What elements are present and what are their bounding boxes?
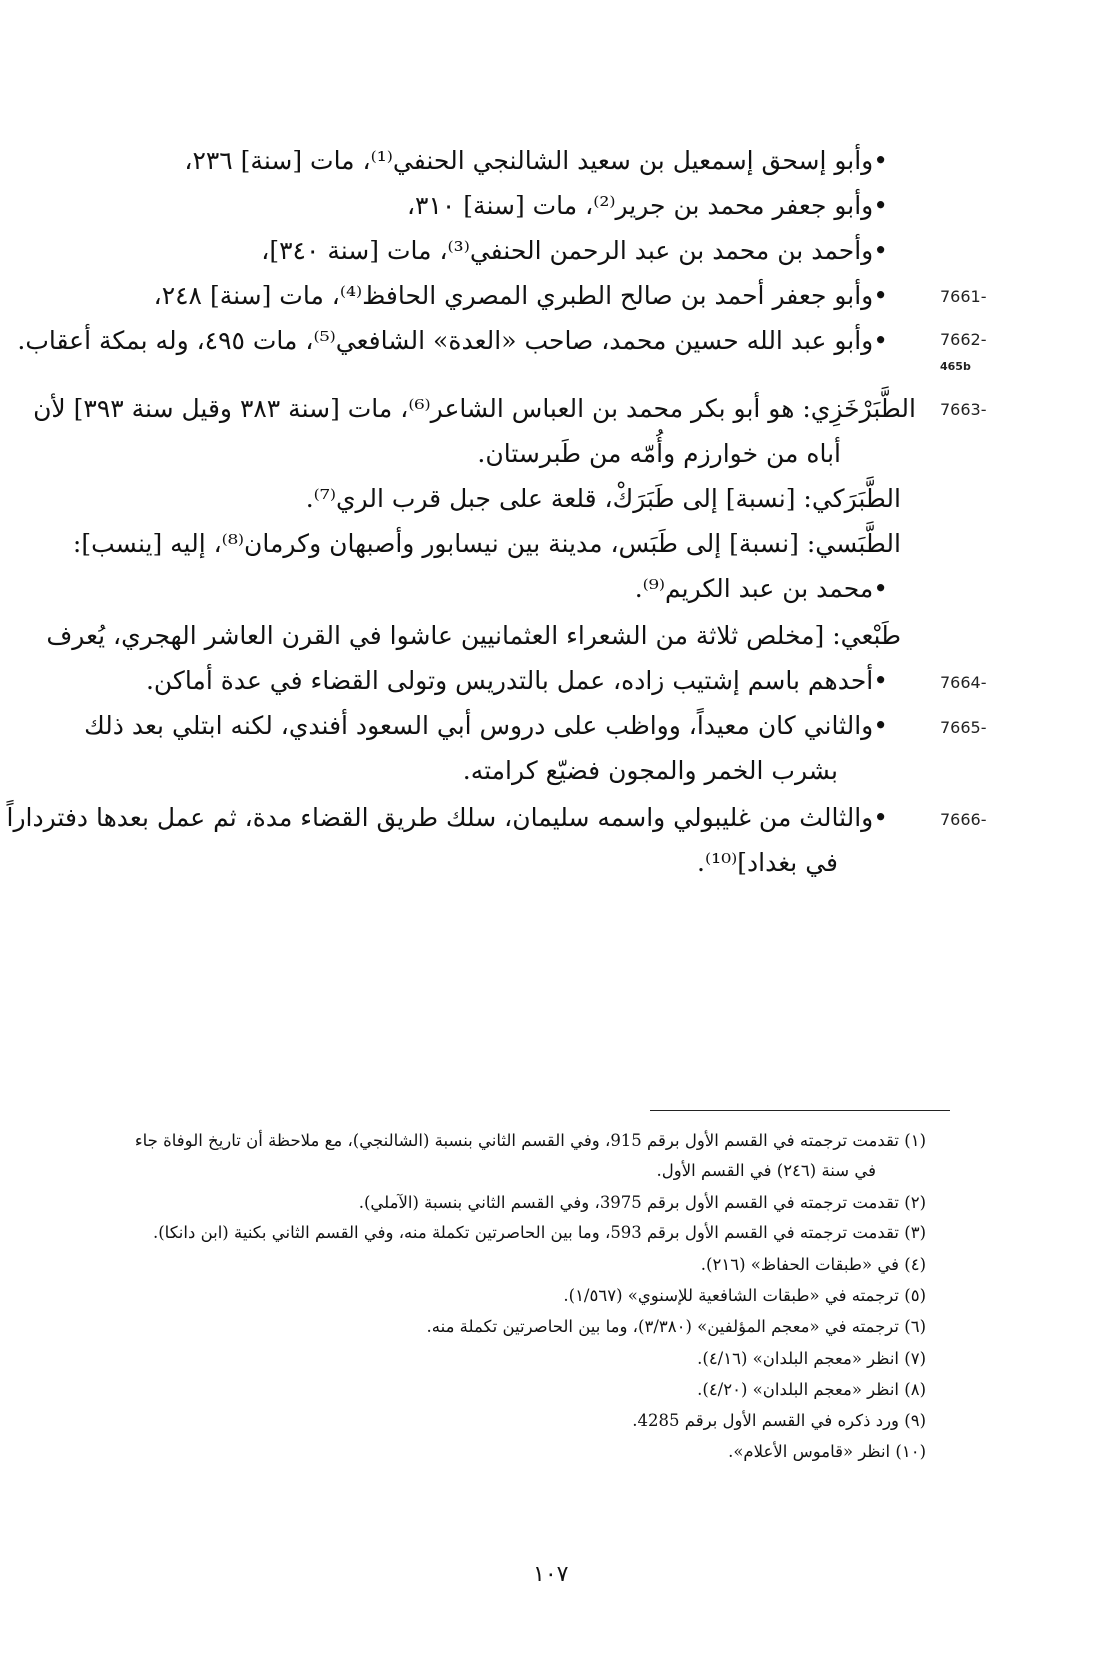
- entry-number: 7666-: [940, 810, 987, 829]
- entry-heading-line: الطَّبَرْخَزِي: هو أبو بكر محمد بن العباس الشاعر⁽⁶⁾، مات [سنة ٣٨٣ وقيل سنة ٣٩٣] لأن: [33, 394, 916, 423]
- entry-number: 7662-: [940, 330, 987, 349]
- entry-line: بشرب الخمر والمجون فضيّع كرامته.: [462, 756, 838, 785]
- entry-line: •وأبو عبد الله حسين محمد، صاحب «العدة» الشافعي⁽⁵⁾، مات ٤٩٥، وله بمكة أعقاب.: [17, 326, 888, 355]
- entry-line: •والثالث من غليبولي واسمه سليمان، سلك طريق القضاء مدة، ثم عمل بعدها دفترداراً: [6, 803, 888, 832]
- footnote: (٧) انظر «معجم البلدان» (٤/١٦).: [697, 1349, 926, 1368]
- entry-line: •وأحمد بن محمد بن عبد الرحمن الحنفي⁽³⁾، مات [سنة ٣٤٠]،: [261, 236, 888, 265]
- footnote: (٢) تقدمت ترجمته في القسم الأول برقم 3975، وفي القسم الثاني بنسبة (الآملي).: [358, 1193, 926, 1212]
- entry-heading-line: طَبْعي: [مخلص ثلاثة من الشعراء العثمانيين عاشوا في القرن العاشر الهجري، يُعرف: [46, 621, 901, 650]
- entry-line: •أحدهم باسم إشتيب زاده، عمل بالتدريس وتولى القضاء في عدة أماكن.: [145, 666, 888, 695]
- entry-line: أباه من خوارزم وأُمّه من طَبرستان.: [477, 439, 841, 468]
- footnote: (٤) في «طبقات الحفاظ» (٢١٦).: [700, 1255, 926, 1274]
- entry-number: 7665-: [940, 718, 987, 737]
- entry-line: •محمد بن عبد الكريم⁽⁹⁾.: [634, 574, 888, 603]
- footnote: (١) تقدمت ترجمته في القسم الأول برقم 915، وفي القسم الثاني بنسبة (الشالنجي)، مع ملاحظة أن تاريخ الوفاة جاء: [134, 1131, 926, 1150]
- entry-line: •والثاني كان معيداً، وواظب على دروس أبي السعود أفندي، لكنه ابتلي بعد ذلك: [84, 711, 888, 740]
- footnote: (٥) ترجمته في «طبقات الشافعية للإسنوي» (١/٥٦٧).: [563, 1286, 926, 1305]
- entry-line: في بغداد]⁽¹⁰⁾.: [697, 848, 838, 877]
- entry-line: •وأبو إسحق إسمعيل بن سعيد الشالنجي الحنفي⁽¹⁾، مات [سنة] ٢٣٦،: [184, 146, 888, 175]
- footnote: (٦) ترجمته في «معجم المؤلفين» (٣/٣٨٠)، وما بين الحاصرتين تكملة منه.: [426, 1317, 926, 1336]
- page-number: ١٠٧: [533, 1562, 569, 1587]
- footnote-continuation: في سنة (٢٤٦) في القسم الأول.: [656, 1161, 876, 1180]
- entry-number: 7664-: [940, 673, 987, 692]
- footnote: (١٠) انظر «قاموس الأعلام».: [728, 1442, 926, 1461]
- footnote-separator: [650, 1110, 950, 1111]
- entry-number: 7663-: [940, 400, 987, 419]
- entry-heading-line: الطَّبَرَكي: [نسبة] إلى طَبَرَكْ، قلعة على جبل قرب الري⁽⁷⁾.: [305, 484, 901, 513]
- entry-line: •وأبو جعفر محمد بن جرير⁽²⁾، مات [سنة] ٣١٠،: [406, 191, 888, 220]
- entry-number: 7661-: [940, 287, 987, 306]
- footnote: (٣) تقدمت ترجمته في القسم الأول برقم 593، وما بين الحاصرتين تكملة منه، وفي القسم الثاني بكنية (ابن دانكا).: [152, 1223, 926, 1242]
- margin-reference: 465b: [940, 360, 971, 373]
- footnote: (٨) انظر «معجم البلدان» (٤/٢٠).: [697, 1380, 926, 1399]
- footnote: (٩) ورد ذكره في القسم الأول برقم 4285.: [632, 1411, 926, 1430]
- entry-line: •وأبو جعفر أحمد بن صالح الطبري المصري الحافظ⁽⁴⁾، مات [سنة] ٢٤٨،: [153, 281, 888, 310]
- entry-heading-line: الطَّبَسي: [نسبة] إلى طَبَس، مدينة بين نيسابور وأصبهان وكرمان⁽⁸⁾، إليه [ينسب]:: [72, 529, 901, 558]
